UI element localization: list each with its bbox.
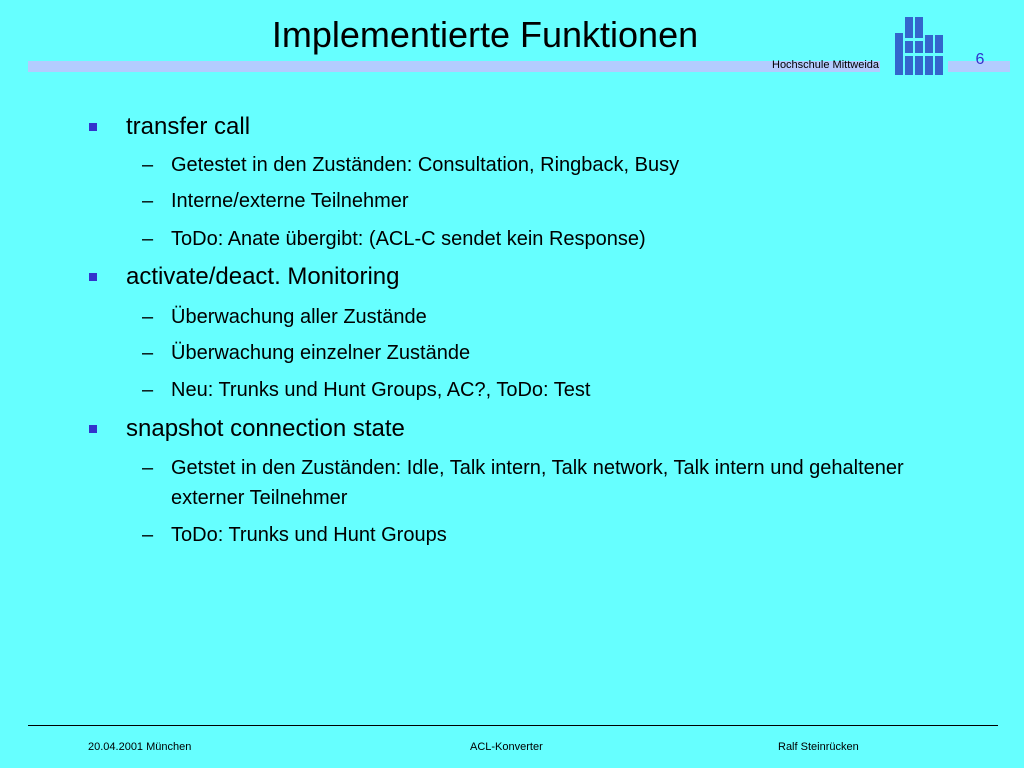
dash-bullet-icon: –	[142, 457, 154, 479]
slide-number: 6	[975, 51, 985, 68]
dash-bullet-icon: –	[142, 190, 154, 212]
dash-bullet-icon: –	[142, 379, 154, 401]
sub-bullet-item	[142, 453, 951, 513]
bullet-heading	[126, 414, 405, 444]
dash-bullet-icon: –	[142, 228, 154, 250]
dash-bullet-icon: –	[142, 306, 154, 328]
dash-bullet-icon: –	[142, 154, 154, 176]
sub-bullet-item	[142, 224, 951, 254]
sub-bullet-text: Überwachung aller Zustände	[171, 306, 427, 328]
sub-bullet-text: Neu: Trunks und Hunt Groups, AC?, ToDo: Test	[171, 379, 591, 401]
square-bullet-icon	[89, 123, 97, 131]
bullet-heading	[126, 112, 250, 142]
sub-bullet-text: Getestet in den Zuständen: Consultation, Ringback, Busy	[171, 154, 680, 176]
footer-author: Ralf Steinrücken	[778, 741, 859, 753]
sub-bullet-text: Getstet in den Zuständen: Idle, Talk intern, Talk network, Talk intern und gehaltener externer Teilnehmer	[171, 457, 904, 509]
dash-bullet-icon: –	[142, 524, 154, 546]
square-bullet-icon	[89, 273, 97, 281]
sub-bullet-text: ToDo: Anate übergibt: (ACL-C sendet kein Response)	[171, 228, 646, 250]
sub-bullet-item	[142, 150, 951, 180]
building-logo-icon	[895, 17, 945, 75]
bullet-heading-text: activate/deact. Monitoring	[126, 263, 400, 290]
dash-bullet-icon: –	[142, 342, 154, 364]
sub-bullet-item	[142, 338, 951, 368]
sub-bullet-text: Überwachung einzelner Zustände	[171, 342, 471, 364]
footer-date-location: 20.04.2001 München	[88, 741, 192, 753]
sub-bullet-item	[142, 302, 951, 332]
square-bullet-icon	[89, 425, 97, 433]
bullet-heading	[126, 262, 399, 292]
bullet-heading-text: transfer call	[126, 113, 251, 140]
sub-bullet-item	[142, 186, 951, 216]
sub-bullet-text: Interne/externe Teilnehmer	[171, 190, 409, 212]
slide-title: Implementierte Funktionen	[271, 14, 699, 55]
bullet-heading-text: snapshot connection state	[126, 415, 405, 442]
sub-bullet-item	[142, 375, 951, 405]
sub-bullet-item	[142, 520, 951, 550]
footer-topic: ACL-Konverter	[470, 741, 543, 753]
sub-bullet-text: ToDo: Trunks und Hunt Groups	[171, 524, 447, 546]
footer-divider	[28, 725, 998, 726]
institution-name: Hochschule Mittweida	[772, 59, 879, 71]
